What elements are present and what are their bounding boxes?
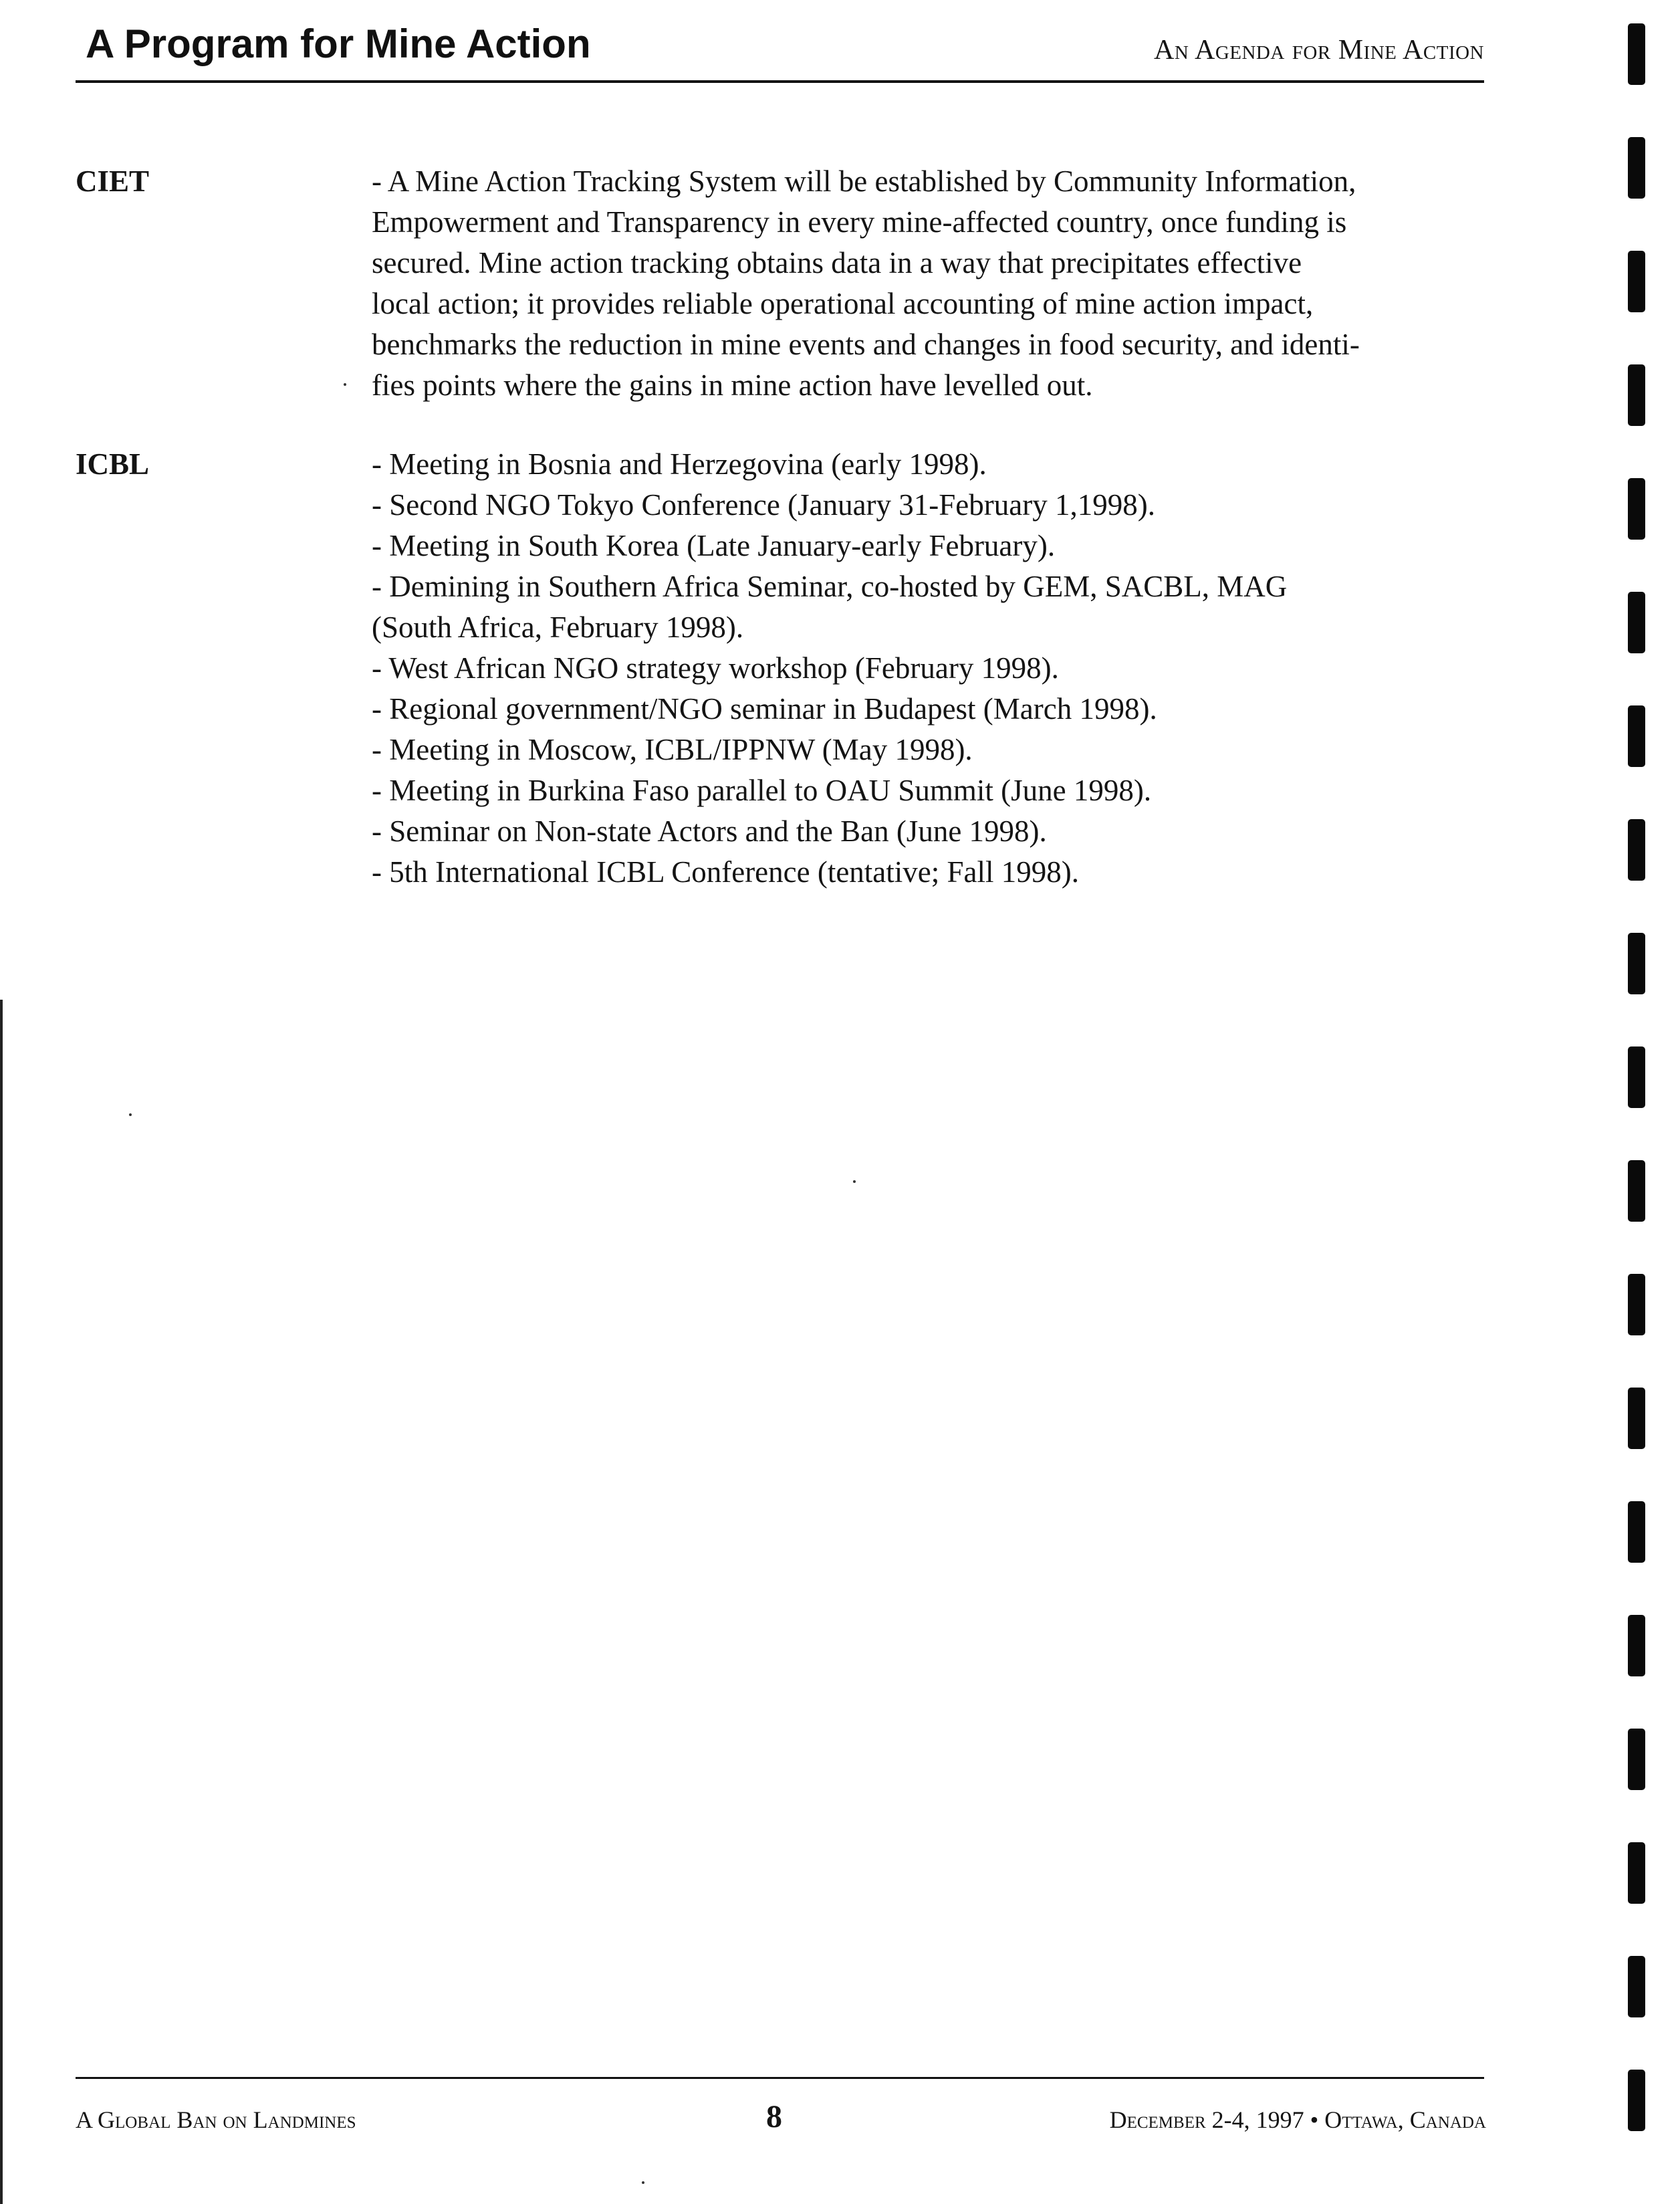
event-list-item: - Meeting in South Korea (Late January-early February). xyxy=(372,529,1056,562)
event-list-item: - 5th International ICBL Conference (tentative; Fall 1998). xyxy=(372,855,1080,889)
page-header-section: An Agenda for Mine Action xyxy=(1154,35,1484,66)
paragraph-line: secured. Mine action tracking obtains data in a way that precipitates effective xyxy=(372,246,1302,280)
binding-hole xyxy=(1628,1274,1645,1335)
paragraph-line: fies points where the gains in mine action have levelled out. xyxy=(372,368,1093,402)
binding-hole xyxy=(1628,1956,1645,2017)
paragraph-line: Empowerment and Transparency in every mine-affected country, once funding is xyxy=(372,205,1347,239)
binding-hole xyxy=(1628,1615,1645,1676)
footer-event-date-location: December 2-4, 1997 • Ottawa, Canada xyxy=(1109,2106,1486,2133)
paragraph-line: - A Mine Action Tracking System will be established by Community Information, xyxy=(372,164,1356,198)
binding-hole xyxy=(1628,364,1645,426)
binding-hole xyxy=(1628,1842,1645,1904)
paragraph-line: local action; it provides reliable operational accounting of mine action impact, xyxy=(372,287,1314,320)
footer-publication-title: A Global Ban on Landmines xyxy=(76,2106,356,2133)
event-list-item: - Regional government/NGO seminar in Budapest (March 1998). xyxy=(372,692,1157,726)
binding-hole xyxy=(1628,592,1645,653)
page-number: 8 xyxy=(766,2099,782,2134)
binding-hole xyxy=(1628,251,1645,312)
entry-label-ciet: CIET xyxy=(76,164,150,198)
binding-hole xyxy=(1628,1388,1645,1449)
binding-hole xyxy=(1628,23,1645,85)
paragraph-line: benchmarks the reduction in mine events and changes in food security, and identi- xyxy=(372,328,1360,361)
scan-speck xyxy=(853,1180,856,1183)
scan-edge-line xyxy=(0,1000,3,2204)
scan-speck xyxy=(642,2181,644,2184)
binding-hole xyxy=(1628,1160,1645,1222)
binding-hole xyxy=(1628,819,1645,881)
entry-label-icbl: ICBL xyxy=(76,447,150,481)
event-list-item: (South Africa, February 1998). xyxy=(372,611,744,644)
event-list-item: - Demining in Southern Africa Seminar, co-hosted by GEM, SACBL, MAG xyxy=(372,570,1288,603)
header-divider xyxy=(76,80,1484,83)
footer-divider xyxy=(76,2077,1484,2079)
event-list-item: - Seminar on Non-state Actors and the Ban (June 1998). xyxy=(372,814,1047,848)
event-list-item: - West African NGO strategy workshop (February 1998). xyxy=(372,651,1059,685)
binding-hole xyxy=(1628,705,1645,767)
binding-hole xyxy=(1628,933,1645,994)
event-list-item: - Meeting in Bosnia and Herzegovina (early 1998). xyxy=(372,447,987,481)
entry-body-icbl xyxy=(372,444,1495,893)
binding-hole xyxy=(1628,1046,1645,1108)
event-list-item: - Second NGO Tokyo Conference (January 31-February 1,1998). xyxy=(372,488,1155,522)
binding-hole xyxy=(1628,1729,1645,1790)
event-list-item: - Meeting in Moscow, ICBL/IPPNW (May 1998). xyxy=(372,733,973,766)
page-header-title: A Program for Mine Action xyxy=(86,21,591,66)
scan-speck xyxy=(129,1113,132,1116)
event-list-item: - Meeting in Burkina Faso parallel to OAU Summit (June 1998). xyxy=(372,774,1152,807)
binding-hole xyxy=(1628,2070,1645,2131)
scan-speck xyxy=(344,383,346,386)
binding-hole xyxy=(1628,478,1645,540)
binding-hole xyxy=(1628,1501,1645,1563)
entry-body-ciet xyxy=(372,161,1495,406)
binding-hole xyxy=(1628,137,1645,199)
